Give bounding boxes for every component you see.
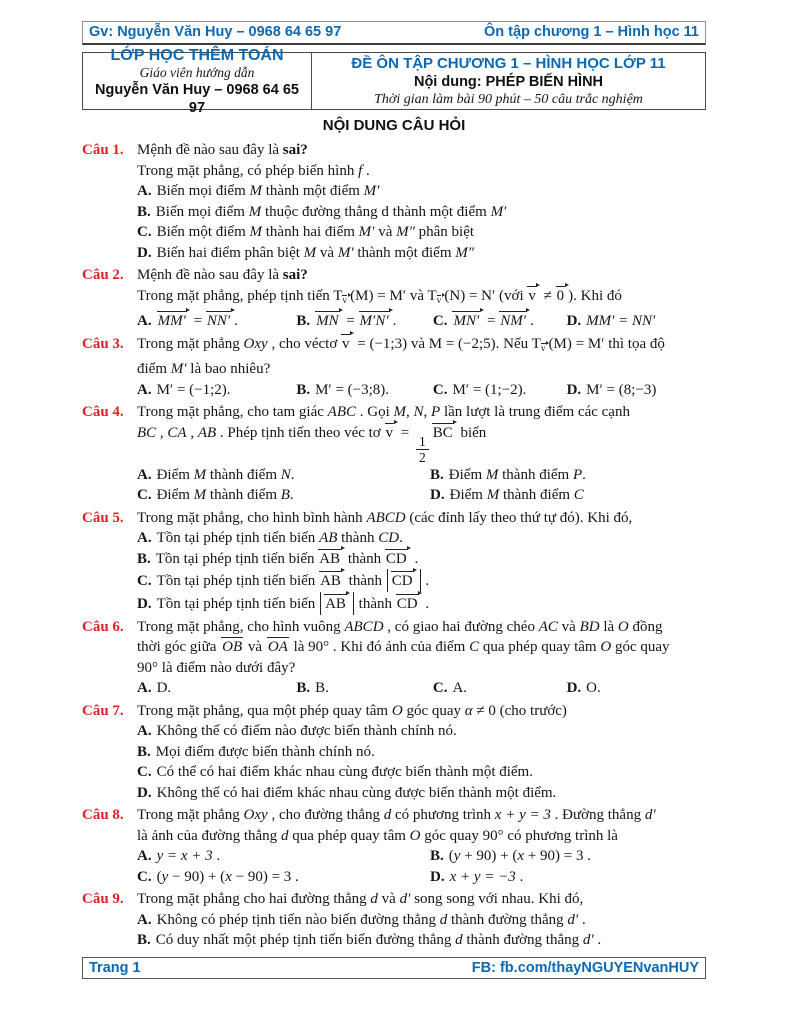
math-italic: C	[469, 639, 480, 655]
option: D. Tồn tại phép tịnh tiến biến AB thành CD .	[137, 592, 706, 615]
class-info-cell	[83, 46, 312, 116]
math-italic: M′	[363, 183, 380, 199]
question	[82, 701, 706, 804]
math-italic: ABCD	[344, 618, 384, 635]
option: A. D.	[137, 680, 172, 696]
math-italic: M	[393, 404, 407, 420]
question-number: Câu 5.	[82, 509, 124, 526]
fraction	[416, 435, 429, 465]
page-number: Trang 1	[89, 960, 141, 976]
math-italic: α	[464, 702, 473, 719]
option: B. Điểm M thành điểm P.	[430, 466, 586, 483]
math-italic: M″	[455, 244, 475, 261]
vector-expression: CD	[391, 571, 417, 590]
stem-line: điểm M′ là bao nhiêu?	[137, 361, 271, 377]
vector-expression: MN	[315, 311, 343, 330]
option-letter: D.	[137, 784, 152, 801]
math-italic: M	[303, 244, 317, 261]
math-italic: ABCD	[366, 509, 406, 526]
abs-vector-expression	[387, 569, 421, 592]
math-italic: d′	[582, 932, 594, 948]
option-letter: D.	[566, 680, 582, 696]
question-content	[137, 402, 706, 506]
options	[137, 846, 706, 887]
vector-expression: NN′	[206, 311, 234, 330]
option: C. Có thể có hai điểm khác nhau cùng được biến thành một điểm.	[137, 764, 533, 780]
option-letter: B.	[137, 203, 151, 220]
option: D. Biến hai điểm phân biệt M và M′ thành một điểm M″	[137, 244, 475, 261]
option: B. MN = M′N′ .	[296, 313, 397, 329]
option: C. (y − 90) + (x − 90) = 3 .	[137, 868, 299, 885]
option-letter: B.	[137, 743, 151, 760]
math-italic: x + y = 3	[494, 807, 551, 823]
options	[137, 528, 706, 615]
exam-info-table	[82, 46, 706, 116]
vector-expression: v	[437, 295, 445, 307]
question-number: Câu 7.	[82, 702, 124, 719]
option: C. A.	[432, 680, 468, 696]
option-letter: B.	[296, 680, 311, 696]
question	[82, 334, 706, 401]
question-content	[137, 889, 706, 951]
stem-line: Trong mặt phẳng, có phép biến hình f .	[137, 162, 370, 179]
question-content	[137, 805, 706, 887]
math-italic: CD	[378, 530, 400, 546]
math-italic: M′	[170, 361, 187, 377]
math-italic: M′	[337, 244, 354, 261]
option-letter: A.	[137, 680, 152, 696]
option: C. Biến một điểm M thành hai điểm M′ và M″ phân biệt	[137, 224, 475, 240]
option: D. Không thể có hai điểm khác nhau cùng được biến thành một điểm.	[137, 784, 557, 801]
bold-text: sai?	[282, 142, 308, 158]
math-italic: AC	[538, 618, 558, 635]
translation-operator: Tv	[427, 288, 444, 304]
option-letter: A.	[137, 911, 152, 928]
question	[82, 889, 706, 951]
option-letter: C.	[137, 868, 152, 885]
question	[82, 140, 706, 263]
question-number: Câu 2.	[82, 267, 124, 283]
option-letter: C.	[137, 224, 152, 240]
facebook-link: FB: fb.com/thayNGUYENvanHUY	[471, 960, 699, 976]
vector-expression: AB	[318, 549, 344, 568]
question-number: Câu 8.	[82, 807, 124, 823]
option: A. M′ = (−1;2).	[137, 381, 231, 398]
abs-vector-expression	[320, 592, 354, 615]
stem-line: Trong mặt phẳng, phép tịnh tiến Tv (M) = M′ và Tv (N) = N′ (với v ≠ 0 ). Khi đó	[137, 286, 706, 312]
option-letter: A.	[137, 381, 152, 398]
math-italic: d′	[644, 807, 656, 823]
vector-expression: v	[385, 423, 398, 442]
option: B. Tồn tại phép tịnh tiến biến AB thành CD .	[137, 550, 419, 567]
math-italic: d	[280, 827, 289, 844]
option-letter: B.	[296, 381, 311, 398]
math-italic: M	[193, 466, 207, 483]
question-content	[137, 140, 706, 263]
question-content	[137, 265, 706, 332]
option: C. M′ = (1;−2).	[432, 381, 527, 398]
page-header-bar	[82, 21, 706, 45]
stem-line: Trong mặt phẳng Oxy , cho véctơ v = (−1;3) và M = (−2;5). Nếu Tv (M) = M′ thì tọa độ	[137, 334, 706, 360]
math-italic: d	[439, 911, 448, 928]
vector-expression: v	[342, 295, 350, 307]
option: A. Điểm M thành điểm N.	[137, 466, 295, 483]
vector-expression: BC	[432, 423, 457, 442]
question-number: Câu 1.	[82, 142, 124, 158]
stem-line: là ảnh của đường thẳng d qua phép quay tâm O góc quay 90° có phương trình là	[137, 827, 618, 844]
exam-info-cell	[312, 53, 705, 109]
option: D. M′ = (8;−3)	[566, 381, 657, 398]
math-italic: MM′ = NN′	[586, 313, 656, 329]
teacher-info-text: Gv: Nguyễn Văn Huy – 0968 64 65 97	[89, 24, 342, 40]
option: B. B.	[296, 680, 329, 696]
math-italic: AB	[197, 424, 217, 441]
option-letter: A.	[137, 183, 152, 199]
vector-expression: AB	[319, 571, 345, 590]
math-italic: M	[486, 487, 500, 503]
option-letter: C.	[137, 573, 152, 589]
math-italic: d′	[399, 891, 411, 907]
translation-operator: Tv	[333, 288, 350, 304]
option: A. Biến mọi điểm M thành một điểm M′	[137, 183, 380, 199]
question-content	[137, 701, 706, 804]
class-subtitle: Giáo viên hướng dẫn	[139, 64, 255, 80]
option: C. MN′ = NM′ .	[432, 313, 534, 329]
option-letter: A.	[137, 848, 152, 864]
math-italic: x + y = −3	[449, 868, 516, 885]
math-italic: C	[573, 487, 584, 503]
question	[82, 402, 706, 506]
math-italic: CA	[167, 424, 187, 441]
math-italic: Oxy	[243, 807, 268, 823]
question	[82, 508, 706, 615]
denominator: 2	[416, 449, 429, 465]
stem-line: Trong mặt phẳng, cho hình vuông ABCD , có giao hai đường chéo AC và BD là O đồng	[137, 618, 663, 635]
overline-expression: OB	[222, 639, 243, 655]
math-italic: O	[391, 702, 403, 719]
option-letter: C.	[432, 680, 448, 696]
math-italic: x	[517, 848, 525, 864]
math-italic: O	[600, 639, 612, 655]
numerator: 1	[418, 433, 426, 449]
stem-line: Trong mặt phẳng, cho hình bình hành ABCD (các đỉnh lấy theo thứ tự đó). Khi đó,	[137, 509, 633, 526]
option: D. O.	[566, 680, 601, 696]
option-letter: C.	[137, 764, 152, 780]
vector-expression: M′N′	[359, 311, 393, 330]
vector-expression: CD	[396, 594, 422, 613]
option-letter: A.	[137, 313, 152, 329]
stem-line: Mệnh đề nào sau đây là sai?	[137, 142, 308, 158]
vector-expression: v	[541, 343, 549, 355]
math-italic: d	[370, 891, 378, 907]
option: A. Tồn tại phép tịnh tiến biến AB thành CD.	[137, 530, 403, 546]
class-title: LỚP HỌC THÊM TOÁN	[110, 46, 284, 64]
math-italic: BC	[137, 424, 157, 441]
option: B. (y + 90) + (x + 90) = 3 .	[430, 848, 591, 864]
options	[137, 311, 706, 332]
question-number: Câu 4.	[82, 404, 124, 420]
options	[137, 678, 706, 699]
options	[137, 380, 706, 401]
option-letter: C.	[432, 381, 448, 398]
question	[82, 805, 706, 887]
question-number: Câu 3.	[82, 335, 124, 352]
vector-expression: MN′	[452, 311, 483, 330]
options	[137, 721, 706, 803]
option: A. Không có phép tịnh tiến nào biến đường thẳng d thành đường thẳng d′ .	[137, 911, 586, 928]
math-italic: P	[572, 466, 583, 483]
math-italic: d	[383, 807, 392, 823]
teacher-name: Nguyễn Văn Huy – 0968 64 65 97	[95, 81, 299, 116]
option: B. Biến mọi điểm M thuộc đường thẳng d thành một điểm M′	[137, 203, 507, 220]
vector-expression: 0	[556, 286, 569, 305]
option: B. Có duy nhất một phép tịnh tiến biến đường thẳng d thành đường thẳng d′ .	[137, 932, 602, 948]
option: A. Không thể có điểm nào được biến thành chính nó.	[137, 723, 457, 739]
math-italic: N	[280, 466, 291, 483]
math-italic: d′	[567, 911, 579, 928]
option: D. x + y = −3 .	[430, 868, 524, 885]
math-italic: M	[485, 466, 499, 483]
vector-expression: v	[341, 334, 354, 353]
option-letter: D.	[137, 244, 152, 261]
option: A. y = x + 3 .	[137, 848, 221, 864]
option-letter: D.	[137, 595, 152, 612]
math-italic: M′	[358, 224, 375, 240]
exam-duration: Thời gian làm bài 90 phút – 50 câu trắc nghiệm	[374, 92, 643, 107]
option-letter: D.	[430, 868, 445, 885]
stem-line: thời góc giữa OB và OA là 90° . Khi đó ảnh của điểm C qua phép quay tâm O góc quay	[137, 639, 670, 655]
question-content	[137, 334, 706, 401]
vector-expression: v	[527, 286, 540, 305]
math-italic: Oxy	[243, 335, 268, 352]
math-italic: d	[455, 932, 463, 948]
question-number: Câu 6.	[82, 618, 124, 635]
math-italic: y	[161, 868, 169, 885]
option-letter: D.	[566, 381, 582, 398]
bold-text: sai?	[282, 267, 308, 283]
stem-line: Mệnh đề nào sau đây là sai?	[137, 267, 308, 283]
option: C. Điểm M thành điểm B.	[137, 487, 294, 503]
math-italic: f	[358, 162, 363, 179]
math-italic: O	[409, 827, 421, 844]
math-italic: M	[193, 487, 207, 503]
option: C. Tồn tại phép tịnh tiến biến AB thành CD .	[137, 569, 706, 592]
option: B. M′ = (−3;8).	[296, 381, 390, 398]
subscript	[437, 291, 445, 312]
math-italic: ABC	[327, 404, 357, 420]
stem-line: Trong mặt phẳng cho hai đường thẳng d và d′ song song với nhau. Khi đó,	[137, 891, 584, 907]
math-italic: M	[249, 183, 263, 199]
stem-line: Trong mặt phẳng, cho tam giác ABC . Gọi M, N, P lần lượt là trung điểm các cạnh	[137, 404, 630, 420]
option-letter: A.	[137, 723, 152, 739]
option-letter: D.	[566, 313, 582, 329]
translation-operator: Tv	[532, 336, 549, 352]
section-title: NỘI DUNG CÂU HỎI	[322, 117, 466, 134]
math-italic: O	[617, 618, 629, 635]
subscript	[541, 339, 549, 360]
math-italic: x	[225, 868, 232, 885]
question	[82, 265, 706, 332]
vector-expression: AB	[324, 594, 350, 613]
math-italic: BD	[579, 618, 600, 635]
math-italic: M″	[396, 224, 415, 240]
question-number: Câu 9.	[82, 891, 124, 907]
math-italic: y	[453, 848, 461, 864]
option-letter: B.	[137, 550, 151, 567]
math-italic: y = x + 3	[156, 848, 213, 864]
option-letter: D.	[430, 487, 445, 503]
question	[82, 617, 706, 699]
option-letter: B.	[430, 466, 444, 483]
math-italic: N	[413, 404, 424, 420]
math-italic: P	[431, 404, 441, 420]
vector-expression: CD	[385, 549, 411, 568]
option-letter: B.	[137, 932, 151, 948]
option	[567, 311, 706, 332]
option: B. Mọi điểm được biến thành chính nó.	[137, 743, 375, 760]
stem-line: BC , CA , AB . Phép tịnh tiến theo véc tơ v = $\frac{1}{2}$ BC biến	[137, 424, 487, 465]
chapter-info-text: Ôn tập chương 1 – Hình học 11	[484, 24, 699, 40]
math-italic: B	[280, 487, 290, 503]
option-letter: B.	[430, 848, 444, 864]
option-letter: C.	[432, 313, 448, 329]
question-list	[82, 140, 706, 953]
stem-line: 90° là điểm nào dưới đây?	[137, 659, 296, 676]
options	[137, 181, 706, 263]
stem-line: Trong mặt phẳng Oxy , cho đường thẳng d có phương trình x + y = 3 . Đường thẳng d′	[137, 807, 656, 823]
math-italic: M	[249, 224, 263, 240]
math-italic: M	[248, 203, 262, 220]
option-letter: C.	[137, 487, 152, 503]
options	[137, 910, 706, 951]
math-italic: AB	[319, 530, 338, 546]
page-footer-bar	[82, 957, 706, 979]
question-content	[137, 617, 706, 699]
subscript	[342, 291, 350, 312]
vector-expression: NM′	[499, 311, 530, 330]
exam-title: ĐỀ ÔN TẬP CHƯƠNG 1 – HÌNH HỌC LỚP 11	[351, 55, 666, 72]
question-content	[137, 508, 706, 615]
exam-subject: Nội dung: PHÉP BIẾN HÌNH	[413, 74, 604, 90]
option-letter: A.	[137, 530, 152, 546]
math-italic: M′	[490, 203, 507, 220]
option-letter: A.	[137, 466, 152, 483]
overline-expression: OA	[267, 639, 288, 655]
option: D. Điểm M thành điểm C	[430, 487, 584, 503]
option: A. MM′ = NN′ .	[137, 313, 238, 329]
option-letter: B.	[296, 313, 311, 329]
vector-expression: MM′	[157, 311, 190, 330]
stem-line: Trong mặt phẳng, qua một phép quay tâm O góc quay α ≠ 0 (cho trước)	[137, 702, 567, 719]
options	[137, 465, 706, 506]
